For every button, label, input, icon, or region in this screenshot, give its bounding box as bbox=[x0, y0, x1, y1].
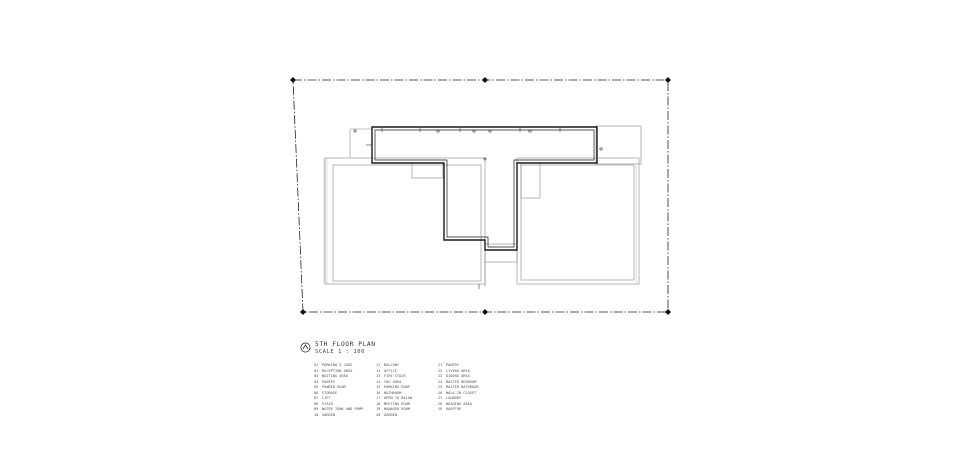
drawing-title: 5TH FLOOR PLAN bbox=[315, 341, 376, 348]
legend-item: 12 OFFICE bbox=[376, 368, 397, 373]
legend-item: 04 PANTRY bbox=[314, 379, 335, 384]
legend-column-1 bbox=[314, 363, 363, 418]
legend-item: 03 WAITING AREA bbox=[314, 374, 348, 379]
t-shape-inner bbox=[375, 130, 594, 247]
survey-markers bbox=[290, 77, 671, 315]
survey-marker bbox=[665, 77, 671, 83]
right-stair-box bbox=[521, 163, 540, 198]
legend-item: 25 MASTER BATHROOM bbox=[438, 385, 479, 390]
legend-item: 17 OPEN TO BELOW bbox=[376, 396, 413, 401]
north-arrow-icon bbox=[300, 342, 311, 353]
legend-item: 14 CDU AREA bbox=[376, 379, 402, 384]
column-mark bbox=[600, 148, 602, 150]
legend-item: 18 MEETING ROOM bbox=[376, 401, 410, 406]
legend-item: 27 LAUNDRY bbox=[438, 396, 462, 401]
upper-floor-walls bbox=[372, 127, 597, 250]
wall-details bbox=[354, 127, 602, 289]
left-roof-area bbox=[325, 158, 485, 284]
legend-item: 09 WATER TANK AND PUMP bbox=[314, 407, 364, 412]
legend-item: 16 BATHROOM bbox=[376, 390, 402, 395]
survey-marker bbox=[665, 309, 671, 315]
legend-column-3 bbox=[438, 363, 478, 413]
site-boundary bbox=[293, 80, 668, 312]
legend-item: 05 POWDER ROOM bbox=[314, 385, 346, 390]
legend-item: 08 STAIR bbox=[314, 401, 333, 406]
drawing-title-block bbox=[300, 340, 450, 360]
legend-item: 20 GARDEN bbox=[376, 412, 397, 417]
legend-item: 26 WALK-IN CLOSET bbox=[438, 390, 477, 395]
legend-item: 28 WASHING AREA bbox=[438, 401, 472, 406]
survey-marker bbox=[482, 309, 488, 315]
drawing-scale: SCALE 1 : 100 bbox=[315, 348, 365, 355]
legend-item: 06 STORAGE bbox=[314, 390, 338, 395]
legend-item: 24 MASTER BEDROOM bbox=[438, 379, 477, 384]
legend-item: 01 PARKING 5 CARS bbox=[314, 363, 353, 367]
survey-marker bbox=[300, 309, 306, 315]
right-roof-area bbox=[517, 158, 639, 284]
legend-item: 10 GARDEN bbox=[314, 412, 335, 417]
column-mark bbox=[354, 130, 356, 132]
legend-item: 07 LIFT bbox=[314, 396, 331, 401]
edge-hatch bbox=[324, 158, 636, 284]
legend-item: 22 LIVING AREA bbox=[438, 368, 470, 373]
left-roof-inner bbox=[333, 165, 481, 281]
survey-marker bbox=[482, 77, 488, 83]
legend-item: 02 RECEPTION AREA bbox=[314, 368, 353, 373]
legend-item: 15 PARKING ROOF bbox=[376, 385, 410, 390]
legend-item: 21 PANTRY bbox=[438, 363, 459, 367]
legend-item: 13 FIRE STAIR bbox=[376, 374, 406, 379]
site-boundary-line bbox=[293, 80, 668, 312]
right-roof-inner bbox=[521, 165, 634, 280]
legend-item: 23 DINING AREA bbox=[438, 374, 470, 379]
legend-item: 11 BALCONY bbox=[376, 363, 400, 367]
legend-item: 19 MANAGER ROOM bbox=[376, 407, 410, 412]
right-edge-strip bbox=[596, 126, 641, 164]
legend-item: 29 ROOFTOP bbox=[438, 407, 462, 412]
t-shape-outer bbox=[372, 127, 597, 250]
legend-column-2 bbox=[376, 363, 412, 418]
survey-marker bbox=[290, 77, 296, 83]
